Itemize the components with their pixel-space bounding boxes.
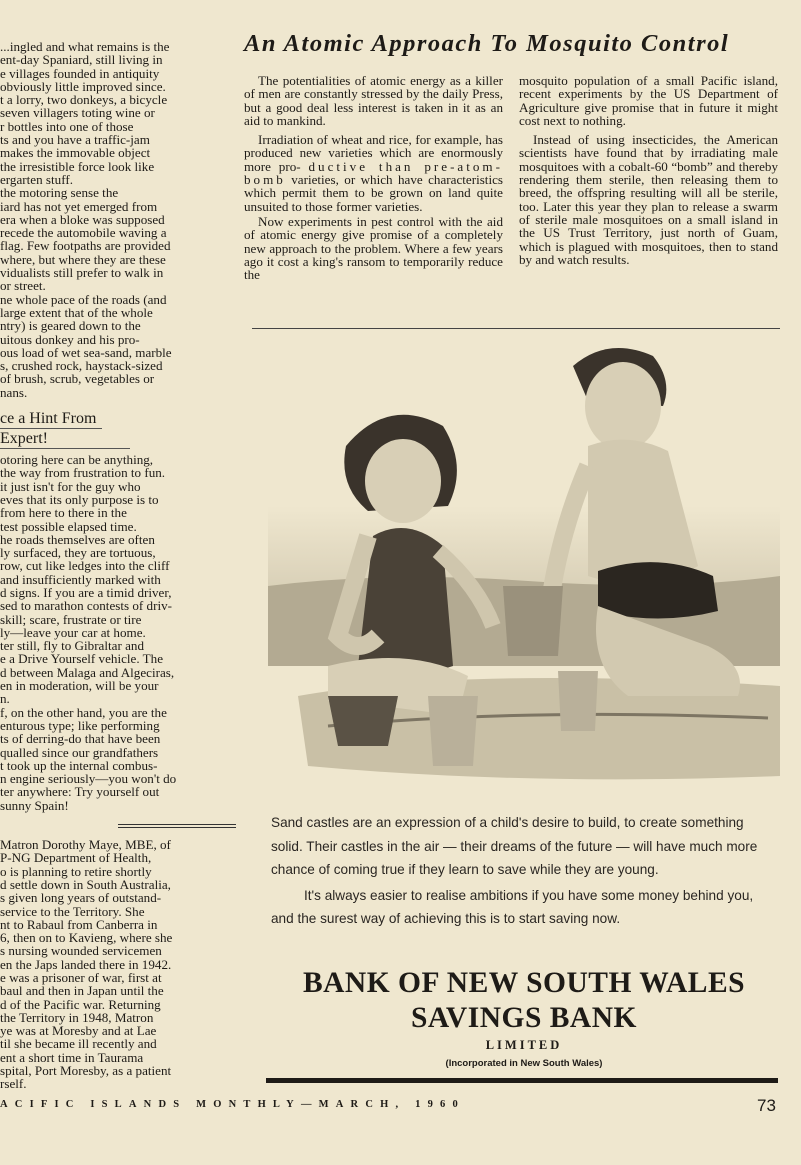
subheading-line-1: ce a Hint From xyxy=(0,409,102,429)
article-text: Irradiation of wheat and rice, for example, has produced new varieties which are enormously more pro- xyxy=(244,132,503,174)
article-paragraph: Instead of using insecticides, the American scientists have found that by irradiating male mosquitoes with a cobalt-60 “bomb” and thereby rendering them sterile, then releasing them to breed, the offspring resulting will all be sterile, too. Later this year they plan to release a swarm of sterile male mosquitoes on a small island in the US Trust Territory, just north of Guam, which is plagued with mosquitoes, then to stand by and watch results. xyxy=(519,132,778,267)
ad-paragraph-1: Sand castles are an expression of a child's desire to build, to create something solid. Their castles in the air — their dreams of the future — will have much more chance of coming true if they learn to save while they are young. xyxy=(271,815,758,877)
bank-name-line-1: BANK OF NEW SOUTH WALES xyxy=(302,967,746,999)
bank-name xyxy=(266,966,782,1036)
article-paragraph xyxy=(244,133,503,213)
spain-paragraph-4: otoring here can be anything, the way from frustration to fun. it just isn't for the guy who eves that its only purpose is to from here to there in the test possible elapsed time. he roads themselves are often ly surfaced, they are tortuous, row, cut like ledges into the cliff and insufficiently marked with d signs. If you are a timid driver, sed to marathon contests of driv- skill; scare, frustrate or tire ly—leave your car at home. ter still, fly to Gibraltar and e a Drive Yourself vehicle. The d between Malaga and Algeciras, en in moderation, will be your n. xyxy=(0,452,175,707)
article-column-1 xyxy=(244,74,503,287)
bucket xyxy=(328,696,398,746)
left-column xyxy=(0,40,236,1091)
bank-incorporation: (Incorporated in New South Wales) xyxy=(445,1058,603,1069)
article-headline: An Atomic Approach To Mosquito Control xyxy=(244,30,730,57)
section-divider xyxy=(118,824,236,828)
article-paragraph: mosquito population of a small Pacific island, recent experiments by the US Department of Agriculture give promise that in future it might cost next to nothing. xyxy=(519,73,778,128)
children-sandcastle-photo xyxy=(268,336,780,798)
matron-paragraph: Matron Dorothy Maye, MBE, of P-NG Department of Health, o is planning to retire shortly d settle down in South Australia, s given long years of outstand- service to the Territory. She nt to Rabaul from Canberra in 6, then on to Kavieng, where she s nursing wounded servicemen en the Japs landed there in 1942. e was a prisoner of war, first at baul and then in Japan until the d of the Pacific war. Returning the Territory in 1948, Matron ye was at Moresby and at Lae til she became ill recently and ent a short time in Taurama spital, Port Moresby, as a patient rself. xyxy=(0,837,173,1091)
ad-bottom-bar xyxy=(266,1078,778,1083)
spain-paragraph-2: the motoring sense the iard has not yet emerged from era when a bloke was supposed recede the automobile waving a flag. Few footpaths are provided where, but where they are these vidualists still prefer to walk in or street. xyxy=(0,185,171,294)
spain-paragraph-3: ne whole pace of the roads (and large extent that of the whole ntry) is geared down to the uitous donkey and his pro- ous load of wet sea-sand, marble s, crushed rock, haystack-sized of brush, scrub, vegetables or nans. xyxy=(0,291,172,400)
article-bottom-rule xyxy=(252,328,780,329)
page-number: 73 xyxy=(757,1096,776,1115)
bank-limited: LIMITED xyxy=(485,1038,563,1052)
sandcastle xyxy=(428,696,478,766)
article-text: varieties, or which have characteristics which permit them to be grown on land quite unsuited to those former varieties. xyxy=(244,172,503,214)
sandcastle xyxy=(558,671,598,731)
article-body xyxy=(244,74,779,287)
subheading-line-2: Expert! xyxy=(0,429,130,449)
spain-paragraph-1: ...ingled and what remains is the ent-day Spaniard, still living in e villages founded in antiquity obviously little improved since. t a lorry, two donkeys, a bicycle seven villagers toting wine or r bottles into one of those ts and you have a traffic-jam makes the immovable object the irresistible force look like ergarten stuff. xyxy=(0,40,170,187)
spain-paragraph-5: f, on the other hand, you are the enturous type; like performing ts of derring-do that have been qualled since our grandfathers t took up the internal combus- n engine seriously—you won't do ter anywhere: Try yourself out sunny Spain! xyxy=(0,704,177,813)
article-paragraph: Now experiments in pest control with the aid of atomic energy give promise of a completely new approach to the problem. Where a few years ago it cost a king's ransom to temporarily reduce the xyxy=(244,213,503,283)
article-text-spaced: ductive than pre-atom-bomb xyxy=(244,158,503,188)
bank-name-line-2: SAVINGS BANK xyxy=(411,1002,637,1034)
ad-paragraph-2: It's always easier to realise ambitions if you have some money behind you, and the surest way of achieving this is to start saving now. xyxy=(271,887,754,926)
article-column-2 xyxy=(519,74,778,287)
article-paragraph: The potentialities of atomic energy as a killer of men are constantly stressed by the daily Press, but a good deal less interest is taken in it as an aid to mankind. xyxy=(244,73,503,128)
ad-copy xyxy=(271,811,777,931)
running-footer: ACIFIC ISLANDS MONTHLY—MARCH, 1960 xyxy=(0,1099,465,1110)
bucket xyxy=(503,586,563,656)
spain-subheading xyxy=(0,409,236,449)
